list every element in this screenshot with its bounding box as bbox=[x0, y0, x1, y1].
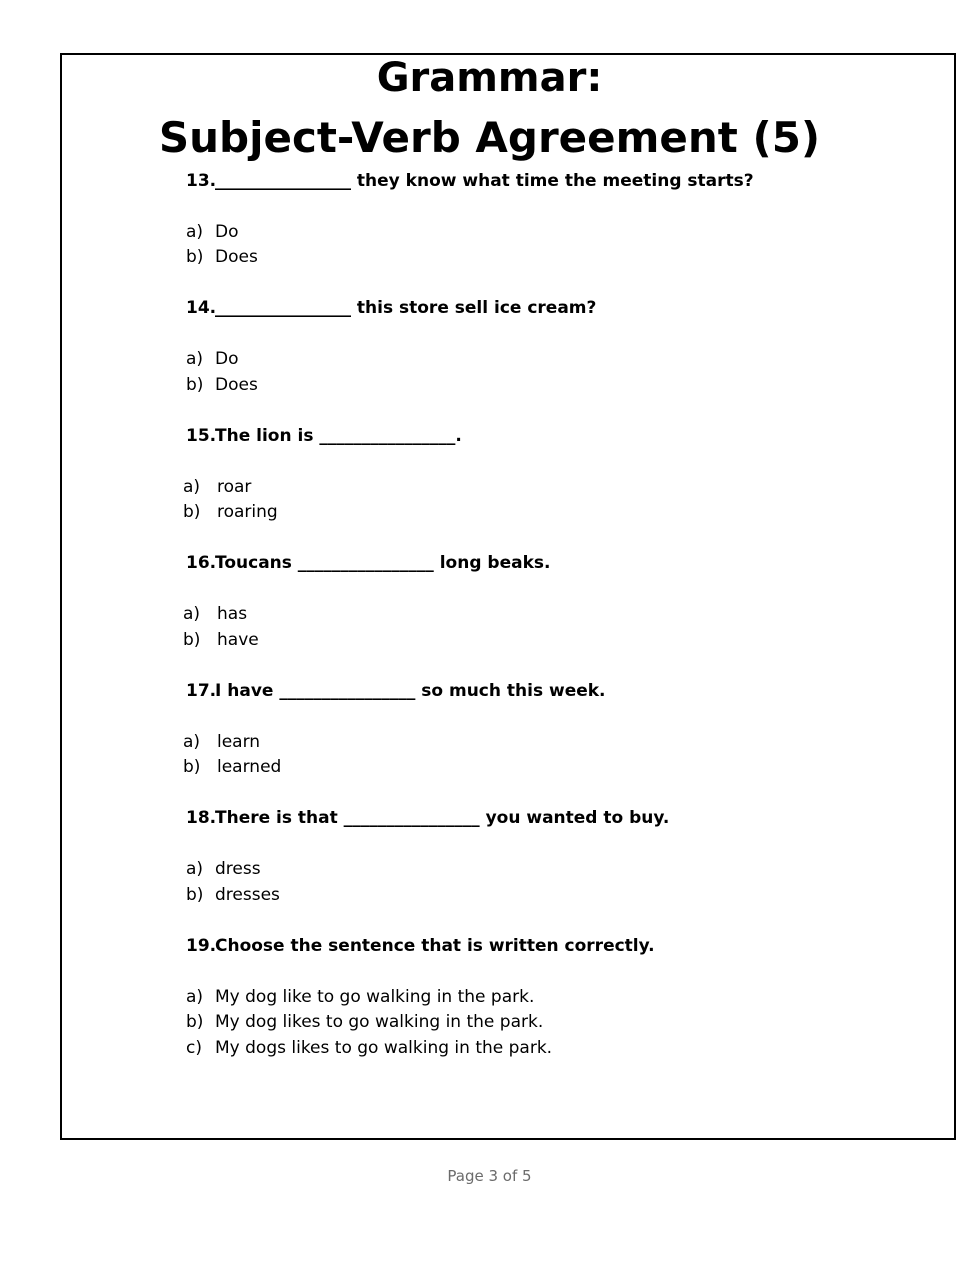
option-text: has bbox=[217, 604, 248, 624]
answer-option[interactable] bbox=[183, 632, 259, 649]
question-text: ________________ they know what time the meeting starts? bbox=[215, 171, 754, 191]
answer-option[interactable] bbox=[186, 224, 239, 241]
option-letter: b) bbox=[186, 885, 204, 905]
option-letter: b) bbox=[186, 375, 204, 395]
option-text: Does bbox=[215, 375, 258, 395]
question-text: ________________ this store sell ice cream? bbox=[215, 298, 597, 318]
question-number: 15. bbox=[186, 426, 217, 446]
option-text: My dogs likes to go walking in the park. bbox=[215, 1038, 553, 1058]
answer-option[interactable] bbox=[186, 1014, 543, 1031]
answer-option[interactable] bbox=[186, 887, 280, 904]
question-number: 18. bbox=[186, 808, 217, 828]
option-text: learn bbox=[217, 732, 261, 752]
question-prompt bbox=[186, 555, 550, 572]
question-number: 17. bbox=[186, 681, 217, 701]
option-text: My dog likes to go walking in the park. bbox=[215, 1012, 544, 1032]
answer-option[interactable] bbox=[186, 989, 534, 1006]
answer-option[interactable] bbox=[183, 606, 247, 623]
option-letter: a) bbox=[186, 859, 204, 879]
question-prompt bbox=[186, 810, 669, 827]
option-text: learned bbox=[217, 757, 282, 777]
answer-option[interactable] bbox=[186, 351, 239, 368]
option-text: roar bbox=[217, 477, 252, 497]
answer-option[interactable] bbox=[183, 504, 278, 521]
question-number: 14. bbox=[186, 298, 217, 318]
answer-option[interactable] bbox=[186, 861, 261, 878]
option-letter: b) bbox=[186, 247, 204, 267]
page-border bbox=[60, 53, 956, 1140]
option-letter: a) bbox=[186, 987, 204, 1007]
answer-option[interactable] bbox=[183, 734, 260, 751]
option-text: Does bbox=[215, 247, 258, 267]
page-subtitle: Subject-Verb Agreement (5) bbox=[158, 113, 821, 162]
option-text: have bbox=[217, 630, 259, 650]
answer-option[interactable] bbox=[186, 249, 258, 266]
option-letter: c) bbox=[186, 1038, 202, 1058]
answer-option[interactable] bbox=[186, 1040, 552, 1057]
option-text: My dog like to go walking in the park. bbox=[215, 987, 535, 1007]
option-letter: b) bbox=[183, 630, 201, 650]
option-letter: a) bbox=[183, 732, 201, 752]
option-text: Do bbox=[215, 349, 239, 369]
question-text: There is that ________________ you wanted to buy. bbox=[215, 808, 670, 828]
question-text: The lion is ________________. bbox=[215, 426, 462, 446]
option-letter: a) bbox=[186, 222, 204, 242]
question-text: I have ________________ so much this week. bbox=[215, 681, 606, 701]
question-text: Choose the sentence that is written correctly. bbox=[215, 936, 655, 956]
option-letter: b) bbox=[183, 502, 201, 522]
answer-option[interactable] bbox=[183, 759, 281, 776]
option-letter: b) bbox=[186, 1012, 204, 1032]
question-number: 19. bbox=[186, 936, 217, 956]
answer-option[interactable] bbox=[183, 479, 251, 496]
option-letter: b) bbox=[183, 757, 201, 777]
question-number: 13. bbox=[186, 171, 217, 191]
question-prompt bbox=[186, 938, 655, 955]
page-title: Grammar: bbox=[376, 55, 603, 101]
option-text: roaring bbox=[217, 502, 278, 522]
option-letter: a) bbox=[183, 604, 201, 624]
question-prompt bbox=[186, 300, 596, 317]
page-number: Page 3 of 5 bbox=[447, 1167, 532, 1185]
option-text: dress bbox=[215, 859, 261, 879]
question-text: Toucans ________________ long beaks. bbox=[215, 553, 551, 573]
option-text: Do bbox=[215, 222, 239, 242]
question-prompt bbox=[186, 173, 754, 190]
question-number: 16. bbox=[186, 553, 217, 573]
option-letter: a) bbox=[186, 349, 204, 369]
answer-option[interactable] bbox=[186, 377, 258, 394]
question-prompt bbox=[186, 683, 606, 700]
question-prompt bbox=[186, 428, 462, 445]
option-letter: a) bbox=[183, 477, 201, 497]
option-text: dresses bbox=[215, 885, 280, 905]
